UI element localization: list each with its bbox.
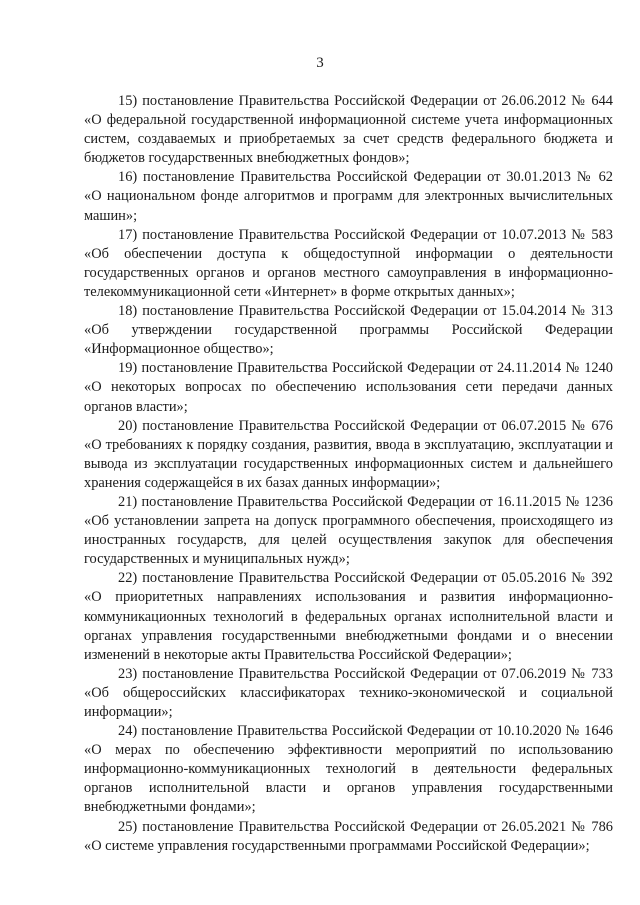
list-item-20: 20) постановление Правительства Российской Федерации от 06.07.2015 № 676 «О требованиях к порядку создания, развития, ввода в эксплуатацию, эксплуатации и вывода из эксплуатации государственных информационных систем и дальнейшего хранения содержащейся в их базах данных информации»; [84,417,613,491]
document-body [84,92,613,856]
page-number: 3 [316,55,324,71]
list-item-16: 16) постановление Правительства Российской Федерации от 30.01.2013 № 62 «О национальном фонде алгоритмов и программ для электронных вычислительных машин»; [84,169,613,224]
list-item-24: 24) постановление Правительства Российской Федерации от 10.10.2020 № 1646 «О мерах по обеспечению эффективности мероприятий по использованию информационно-коммуникационных технологий в деятельности федеральных органов исполнительной власти и органов управления государственными внебюджетными фондами»; [84,723,613,816]
list-item-19: 19) постановление Правительства Российской Федерации от 24.11.2014 № 1240 «О некоторых вопросах по обеспечению использования сети передачи данных органов власти»; [84,360,613,415]
list-item-15: 15) постановление Правительства Российской Федерации от 26.06.2012 № 644 «О федеральной государственной информационной системе учета информационных систем, создаваемых и приобретаемых за счет средств федерального бюджета и бюджетов государственных внебюджетных фондов»; [84,93,613,167]
list-item-17: 17) постановление Правительства Российской Федерации от 10.07.2013 № 583 «Об обеспечении доступа к общедоступной информации о деятельности государственных органов и органов местного самоуправления в информационно-телекоммуникационной сети «Интернет» в форме открытых данных»; [84,226,613,300]
list-item-23: 23) постановление Правительства Российской Федерации от 07.06.2019 № 733 «Об общероссийских классификаторах технико-экономической и социальной информации»; [84,665,613,720]
list-item-22: 22) постановление Правительства Российской Федерации от 05.05.2016 № 392 «О приоритетных направлениях использования и развития информационно-коммуникационных технологий в федеральных органах исполнительной власти и органах управления государственными внебюджетными фондами и о внесении изменений в некоторые акты Правительства Российской Федерации»; [84,570,613,663]
list-item-25: 25) постановление Правительства Российской Федерации от 26.05.2021 № 786 «О системе управления государственными программами Российской Федерации»; [84,818,613,854]
list-item-18: 18) постановление Правительства Российской Федерации от 15.04.2014 № 313 «Об утверждении государственной программы Российской Федерации «Информационное общество»; [84,303,613,358]
list-item-21: 21) постановление Правительства Российской Федерации от 16.11.2015 № 1236 «Об установлении запрета на допуск программного обеспечения, происходящего из иностранных государств, для целей осуществления закупок для обеспечения государственных и муниципальных нужд»; [84,493,613,568]
